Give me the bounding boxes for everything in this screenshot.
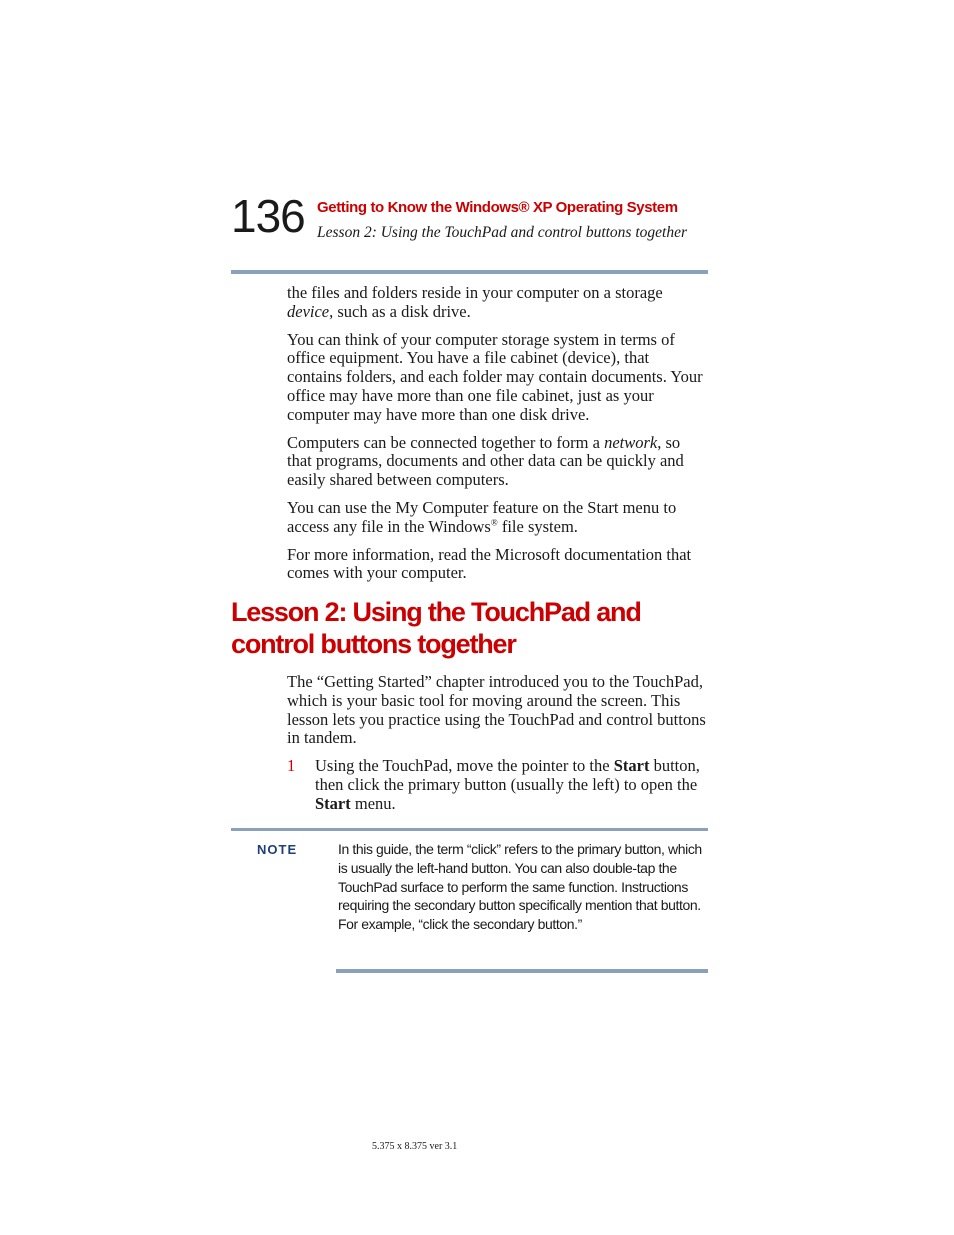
text-run: You can use the My Computer feature on the Start menu to access any file in the Windows <box>287 497 677 536</box>
intro-paragraph-4 <box>287 499 708 537</box>
note-divider-top <box>231 828 708 831</box>
step-number: 1 <box>287 756 296 776</box>
emphasis-term: network <box>604 432 658 452</box>
ui-term: Start <box>613 756 650 776</box>
page-number: 136 <box>231 190 305 242</box>
lesson-intro: The “Getting Started” chapter introduced you to the TouchPad, which is your basic tool for moving around the screen. This lesson lets you practice using the TouchPad and control buttons in tandem. <box>287 672 706 748</box>
ui-term: Start <box>315 793 351 813</box>
section-subtitle: Lesson 2: Using the TouchPad and control buttons together <box>317 224 687 241</box>
text-run: menu. <box>350 793 396 813</box>
intro-paragraph-3 <box>287 434 708 490</box>
text-run: Using the TouchPad, move the pointer to the <box>315 756 614 776</box>
registered-mark: ® <box>490 517 498 528</box>
text-run: , so that programs, documents and other data can be quickly and easily shared between computers. <box>287 432 684 490</box>
lesson-heading: Lesson 2: Using the TouchPad and control buttons together <box>231 597 641 659</box>
chapter-title: Getting to Know the Windows® XP Operating System <box>317 199 678 216</box>
text-run: , such as a disk drive. <box>329 301 471 321</box>
text-run: file system. <box>497 516 578 536</box>
text-run: the files and folders reside in your computer on a storage <box>287 283 663 302</box>
footer-version: 5.375 x 8.375 ver 3.1 <box>372 1141 458 1152</box>
note-label: NOTE <box>257 842 298 857</box>
lesson-text <box>287 673 708 823</box>
emphasis-term: device <box>287 301 330 321</box>
intro-paragraph-2: You can think of your computer storage system in terms of office equipment. You have a file cabinet (device), that contains folders, and each folder may contain documents. Your office may have more than one file cabinet, just as your computer may have more than one disk drive. <box>287 329 703 424</box>
header-divider <box>231 270 708 274</box>
step-item <box>287 757 708 813</box>
intro-paragraph-1 <box>287 284 708 322</box>
text-run: button, then click the primary button (usually the left) to open the <box>315 756 700 794</box>
intro-paragraph-5: For more information, read the Microsoft documentation that comes with your computer. <box>287 544 692 583</box>
intro-text <box>287 284 708 592</box>
note-divider-bottom <box>336 969 708 973</box>
note-text: In this guide, the term “click” refers to the primary button, which is usually the left-hand button. You can also double-tap the TouchPad surface to perform the same function. Instructions requiring the secondary button specifically mention that button. For example, “click the secondary button.” <box>338 841 702 933</box>
text-run: Computers can be connected together to form a <box>287 432 605 452</box>
